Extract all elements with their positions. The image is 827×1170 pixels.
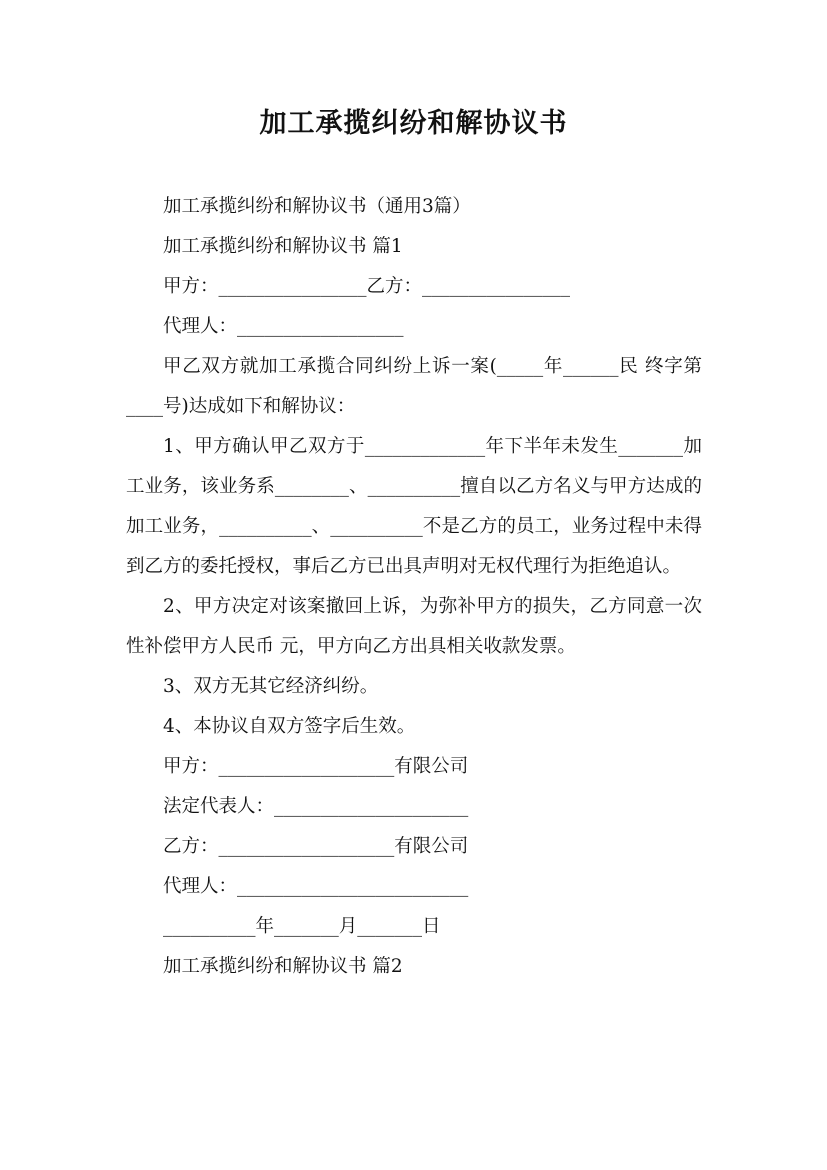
signature-agent: 代理人：_________________________	[163, 876, 469, 897]
signature-party-a: 甲方：___________________有限公司	[163, 756, 469, 777]
paragraph-part-1-heading: 加工承揽纠纷和解协议书 篇1	[163, 236, 403, 257]
paragraph-parties: 甲方：________________乙方：________________	[163, 276, 571, 297]
paragraph-intro: 甲乙双方就加工承揽合同纠纷上诉一案(_____年______民 终字第____号)达成如下和解协议：	[126, 356, 702, 417]
paragraph-clause-3: 3、双方无其它经济纠纷。	[163, 676, 379, 697]
document-title: 加工承揽纠纷和解协议书	[259, 108, 568, 139]
paragraph-agent: 代理人：__________________	[163, 316, 404, 337]
document-body	[126, 187, 702, 987]
signature-party-b: 乙方：___________________有限公司	[163, 836, 469, 857]
paragraph-clause-2: 2、甲方决定对该案撤回上诉，为弥补甲方的损失，乙方同意一次性补偿甲方人民币 元，甲方向乙方出具相关收款发票。	[126, 596, 702, 657]
paragraph-clause-1: 1、甲方确认甲乙双方于_____________年下半年未发生_______加工业务，该业务系________、__________擅自以乙方名义与甲方达成的加工业务，__________、__________不是乙方的员工，业务过程中未得到乙方的委托授权，事后乙方已出具声明对无权代理行为拒绝追认。	[126, 436, 702, 577]
paragraph-subtitle: 加工承揽纠纷和解协议书（通用3篇）	[163, 196, 471, 217]
paragraph-part-2-heading: 加工承揽纠纷和解协议书 篇2	[163, 956, 403, 977]
paragraph-clause-4: 4、本协议自双方签字后生效。	[163, 716, 416, 737]
signature-date: __________年_______月_______日	[163, 916, 441, 937]
signature-legal-rep: 法定代表人：_____________________	[163, 796, 469, 817]
